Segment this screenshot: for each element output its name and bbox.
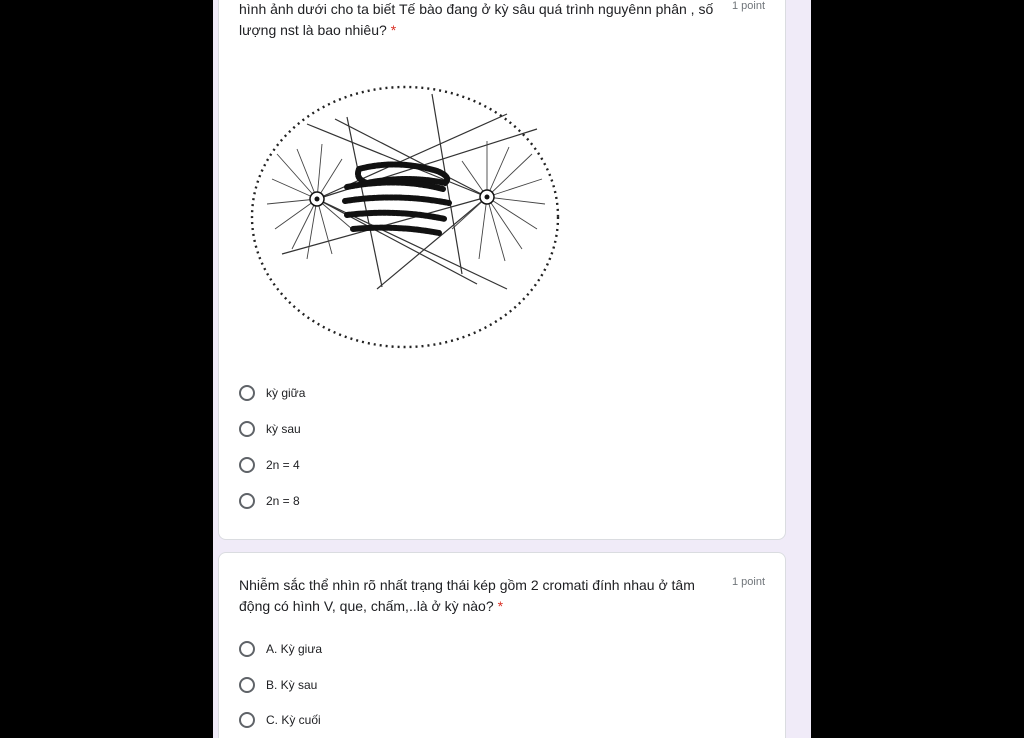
option-radio-2[interactable] [239, 673, 317, 697]
option-label: B. Kỳ sau [266, 678, 318, 692]
option-radio-2[interactable] [239, 417, 301, 441]
option-label: kỳ sau [266, 422, 301, 436]
option-radio-3[interactable] [239, 453, 300, 477]
radio-button[interactable] [239, 385, 255, 401]
question-header [239, 0, 765, 41]
radio-button[interactable] [239, 712, 255, 728]
radio-button[interactable] [239, 677, 255, 693]
required-asterisk: * [497, 598, 504, 614]
radio-button[interactable] [239, 421, 255, 437]
question-points: 1 point [731, 0, 765, 12]
option-label: 2n = 8 [266, 494, 300, 508]
question-header [239, 575, 765, 617]
radio-button[interactable] [239, 641, 255, 657]
question-points: 1 point [731, 576, 765, 588]
question-title: Nhiễm sắc thể nhìn rõ nhất trạng thái kép gồm 2 cromati đính nhau ở tâm động có hình V, que, chấm,..là ở kỳ nào? * [239, 577, 695, 614]
option-label: 2n = 4 [266, 458, 300, 472]
option-radio-3[interactable] [239, 708, 321, 732]
option-radio-4[interactable] [239, 489, 300, 513]
radio-button[interactable] [239, 457, 255, 473]
option-label: C. Kỳ cuối [266, 713, 321, 727]
option-radio-1[interactable] [239, 381, 305, 405]
question-card-1 [218, 0, 786, 540]
mitosis-cell-diagram [247, 79, 567, 359]
option-label: A. Kỳ giưa [266, 642, 323, 656]
question-title: hình ảnh dưới cho ta biết Tế bào đang ở kỳ sâu quá trình nguyênn phân , số lượng nst là bao nhiêu? * [239, 1, 714, 38]
question-card-2 [218, 552, 786, 738]
option-label: kỳ giữa [266, 386, 306, 400]
option-radio-1[interactable] [239, 637, 322, 661]
required-asterisk: * [390, 22, 397, 38]
radio-button[interactable] [239, 493, 255, 509]
form-viewport [213, 0, 811, 738]
